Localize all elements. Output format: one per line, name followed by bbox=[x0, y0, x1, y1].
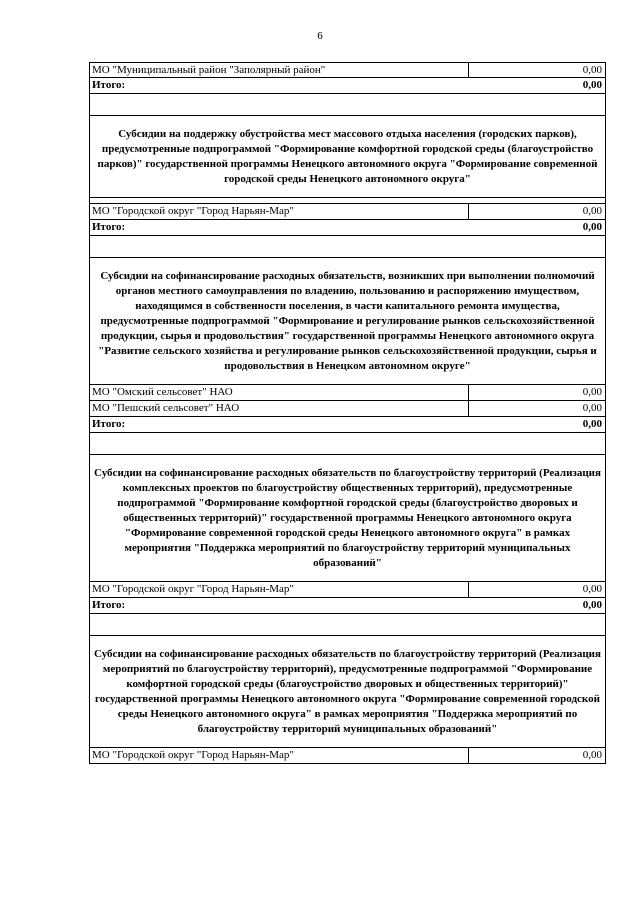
total-row bbox=[90, 598, 605, 614]
total-row bbox=[90, 417, 605, 433]
total-label: Итого: bbox=[92, 599, 126, 611]
total-label: Итого: bbox=[92, 418, 126, 430]
amount-value: 0,00 bbox=[582, 583, 602, 595]
table-row bbox=[90, 748, 605, 764]
amount-value: 0,00 bbox=[582, 205, 602, 217]
table-row bbox=[90, 204, 605, 220]
amount-value: 0,00 bbox=[582, 749, 602, 761]
subsidy-heading: Субсидии на софинансирование расходных обязательств по благоустройству территорий (Реализация комплексных проектов по благоустройству общественных территорий), предусмотренные подпрограммой "Формирование комфортной городской среды (благоустройство дворовых и общественных территорий)" государственной программы Ненецкого автономного округа "Формирование современной городской среды Ненецкого автономного округа" в рамках мероприятия "Поддержка мероприятий по благоустройству территорий муниципальных образований" bbox=[90, 455, 605, 582]
subsidy-heading: Субсидии на поддержку обустройства мест массового отдыха населения (городских парков), предусмотренные подпрограммой "Формирование комфортной городской среды (благоустройство парков)" государственной программы Ненецкого автономного округа "Формирование современной городской среды Ненецкого автономного округа" bbox=[90, 116, 605, 198]
page-number: 6 bbox=[317, 30, 323, 42]
empty-row bbox=[90, 614, 605, 636]
subsidy-heading: Субсидии на софинансирование расходных обязательств по благоустройству территорий (Реализация мероприятий по благоустройству территорий), предусмотренные подпрограммой "Формирование комфортной городской среды (благоустройство дворовых и общественных территорий)" государственной программы Ненецкого автономного округа "Формирование современной городской среды Ненецкого автономного округа" в рамках мероприятия "Поддержка мероприятий по благоустройству территорий муниципальных образований" bbox=[90, 636, 605, 748]
amount-value: 0,00 bbox=[582, 402, 602, 414]
total-amount: 0,00 bbox=[582, 418, 602, 430]
total-amount: 0,00 bbox=[582, 221, 602, 233]
municipality-name: МО "Пешский сельсовет" НАО bbox=[90, 401, 469, 416]
table-row bbox=[90, 582, 605, 598]
table-row bbox=[90, 62, 605, 78]
total-row bbox=[90, 78, 605, 94]
total-label: Итого: bbox=[92, 221, 126, 233]
table-row bbox=[90, 401, 605, 417]
empty-row bbox=[90, 94, 605, 116]
subsidy-heading: Субсидии на софинансирование расходных обязательств, возникших при выполнении полномочий органов местного самоуправления по владению, пользованию и распоряжению имуществом, находящимся в собственности поселения, в части капитального ремонта имущества, предусмотренные подпрограммой "Формирование и регулирование рынков сельскохозяйственной продукции, сырья и продовольствия" государственной программы Ненецкого автономного округа "Развитие сельского хозяйства и регулирование рынков сельскохозяйственной продукции, сырья и продовольствия в Ненецком автономном округе" bbox=[90, 258, 605, 385]
amount-value: 0,00 bbox=[582, 64, 602, 76]
total-row bbox=[90, 220, 605, 236]
municipality-name: МО "Омский сельсовет" НАО bbox=[90, 385, 469, 400]
municipality-name: МО "Муниципальный район "Заполярный район" bbox=[90, 63, 469, 77]
total-label: Итого: bbox=[92, 79, 126, 91]
empty-row bbox=[90, 236, 605, 258]
municipality-name: МО "Городской округ "Город Нарьян-Мар" bbox=[90, 204, 469, 219]
table-row bbox=[90, 385, 605, 401]
municipality-name: МО "Городской округ "Город Нарьян-Мар" bbox=[90, 582, 469, 597]
subsidy-table bbox=[89, 62, 606, 764]
total-amount: 0,00 bbox=[582, 599, 602, 611]
empty-row bbox=[90, 433, 605, 455]
total-amount: 0,00 bbox=[582, 79, 602, 91]
municipality-name: МО "Городской округ "Город Нарьян-Мар" bbox=[90, 748, 469, 763]
amount-value: 0,00 bbox=[582, 386, 602, 398]
